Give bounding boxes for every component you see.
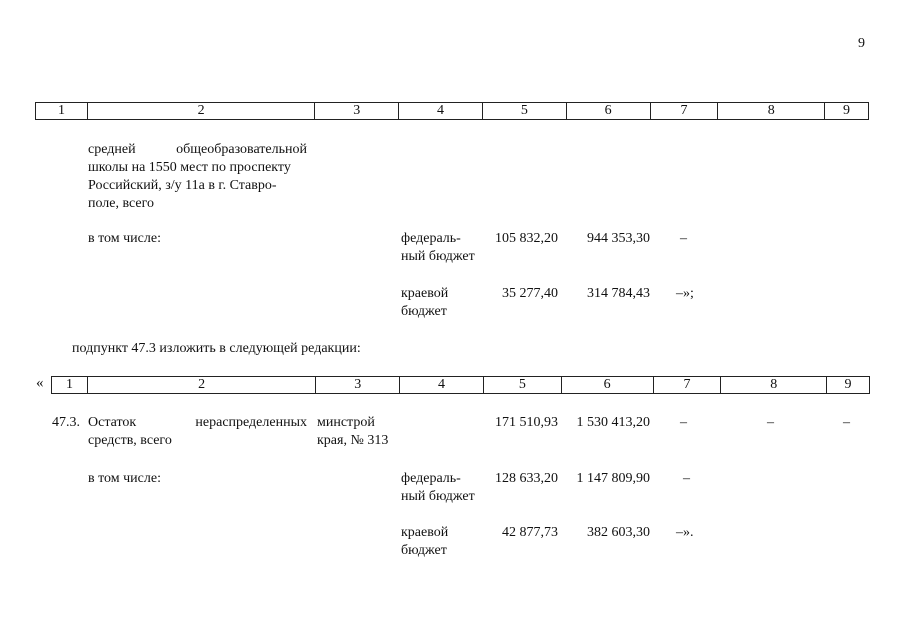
block1-row1-col5: 105 832,20 <box>495 231 558 246</box>
header-col-3: 3 <box>315 103 399 119</box>
block1-row2-col5: 35 277,40 <box>502 286 558 301</box>
block2-row2-col5: 42 877,73 <box>502 525 558 540</box>
header-col-1: 1 <box>36 103 88 119</box>
header2-col-7: 7 <box>654 377 722 393</box>
header-col-8: 8 <box>718 103 825 119</box>
header-col-6: 6 <box>567 103 651 119</box>
block2-col8: – <box>767 415 774 430</box>
block1-line4: поле, всего <box>88 196 155 211</box>
block2-row1-source-line2: ный бюджет <box>401 489 475 504</box>
block1-row2-col6: 314 784,43 <box>587 286 650 301</box>
page-number: 9 <box>858 36 865 51</box>
block1-line1-b: общеобразовательной <box>176 142 307 157</box>
block1-line3: Российский, з/у 11а в г. Ставро- <box>88 178 277 193</box>
block2-col3-line2: края, № 313 <box>317 433 389 448</box>
block1-row1-col6: 944 353,30 <box>587 231 650 246</box>
table-header-row <box>35 102 869 120</box>
block1-row2-source-line2: бюджет <box>401 304 447 319</box>
header-col-9: 9 <box>843 103 851 118</box>
header2-col-9: 9 <box>844 377 852 392</box>
block1-row1-source-line1: федераль- <box>401 231 461 246</box>
block2-item-number: 47.3. <box>52 415 80 430</box>
table-header-row-2 <box>51 376 870 394</box>
header2-col-1: 1 <box>52 377 88 393</box>
block1-in-total-label: в том числе: <box>88 231 161 246</box>
block2-row2-source-line2: бюджет <box>401 543 447 558</box>
block1-row1-col7: – <box>680 231 687 246</box>
block2-col5: 171 510,93 <box>495 415 558 430</box>
header2-col-5: 5 <box>484 377 562 393</box>
block2-col3-line1: минстрой <box>317 415 375 430</box>
block2-col7: – <box>680 415 687 430</box>
block2-row1-col7: – <box>683 471 690 486</box>
header-col-4: 4 <box>399 103 483 119</box>
opening-quote-mark: « <box>36 375 44 391</box>
block2-row1-source-line1: федераль- <box>401 471 461 486</box>
block2-row2-source-line1: краевой <box>401 525 449 540</box>
block2-row1-col5: 128 633,20 <box>495 471 558 486</box>
block1-row2-source-line1: краевой <box>401 286 449 301</box>
block1-description <box>88 141 307 213</box>
block2-row1-col6: 1 147 809,90 <box>576 471 650 486</box>
block2-line2: средств, всего <box>88 433 172 448</box>
header2-col-8: 8 <box>721 377 827 393</box>
header2-col-3: 3 <box>316 377 400 393</box>
header2-col-4: 4 <box>400 377 484 393</box>
block2-row2-col7: –». <box>676 525 694 540</box>
block2-row2-col6: 382 603,30 <box>587 525 650 540</box>
block2-col6: 1 530 413,20 <box>576 415 650 430</box>
block1-line2: школы на 1550 мест по проспекту <box>88 160 291 175</box>
header-col-7: 7 <box>651 103 719 119</box>
block1-row1-source-line2: ный бюджет <box>401 249 475 264</box>
block2-col9: – <box>843 415 850 430</box>
block1-row2-col7: –»; <box>676 286 694 301</box>
header2-col-6: 6 <box>562 377 654 393</box>
block2-line1-a: Остаток <box>88 415 137 430</box>
header2-col-2: 2 <box>88 377 316 393</box>
header-col-5: 5 <box>483 103 567 119</box>
block2-line1-b: нераспределенных <box>195 415 307 430</box>
block2-description <box>88 414 307 450</box>
block1-line1-a: средней <box>88 142 136 157</box>
header-col-2: 2 <box>88 103 315 119</box>
instruction-text: подпункт 47.3 изложить в следующей редакции: <box>72 341 361 356</box>
block2-in-total-label: в том числе: <box>88 471 161 486</box>
